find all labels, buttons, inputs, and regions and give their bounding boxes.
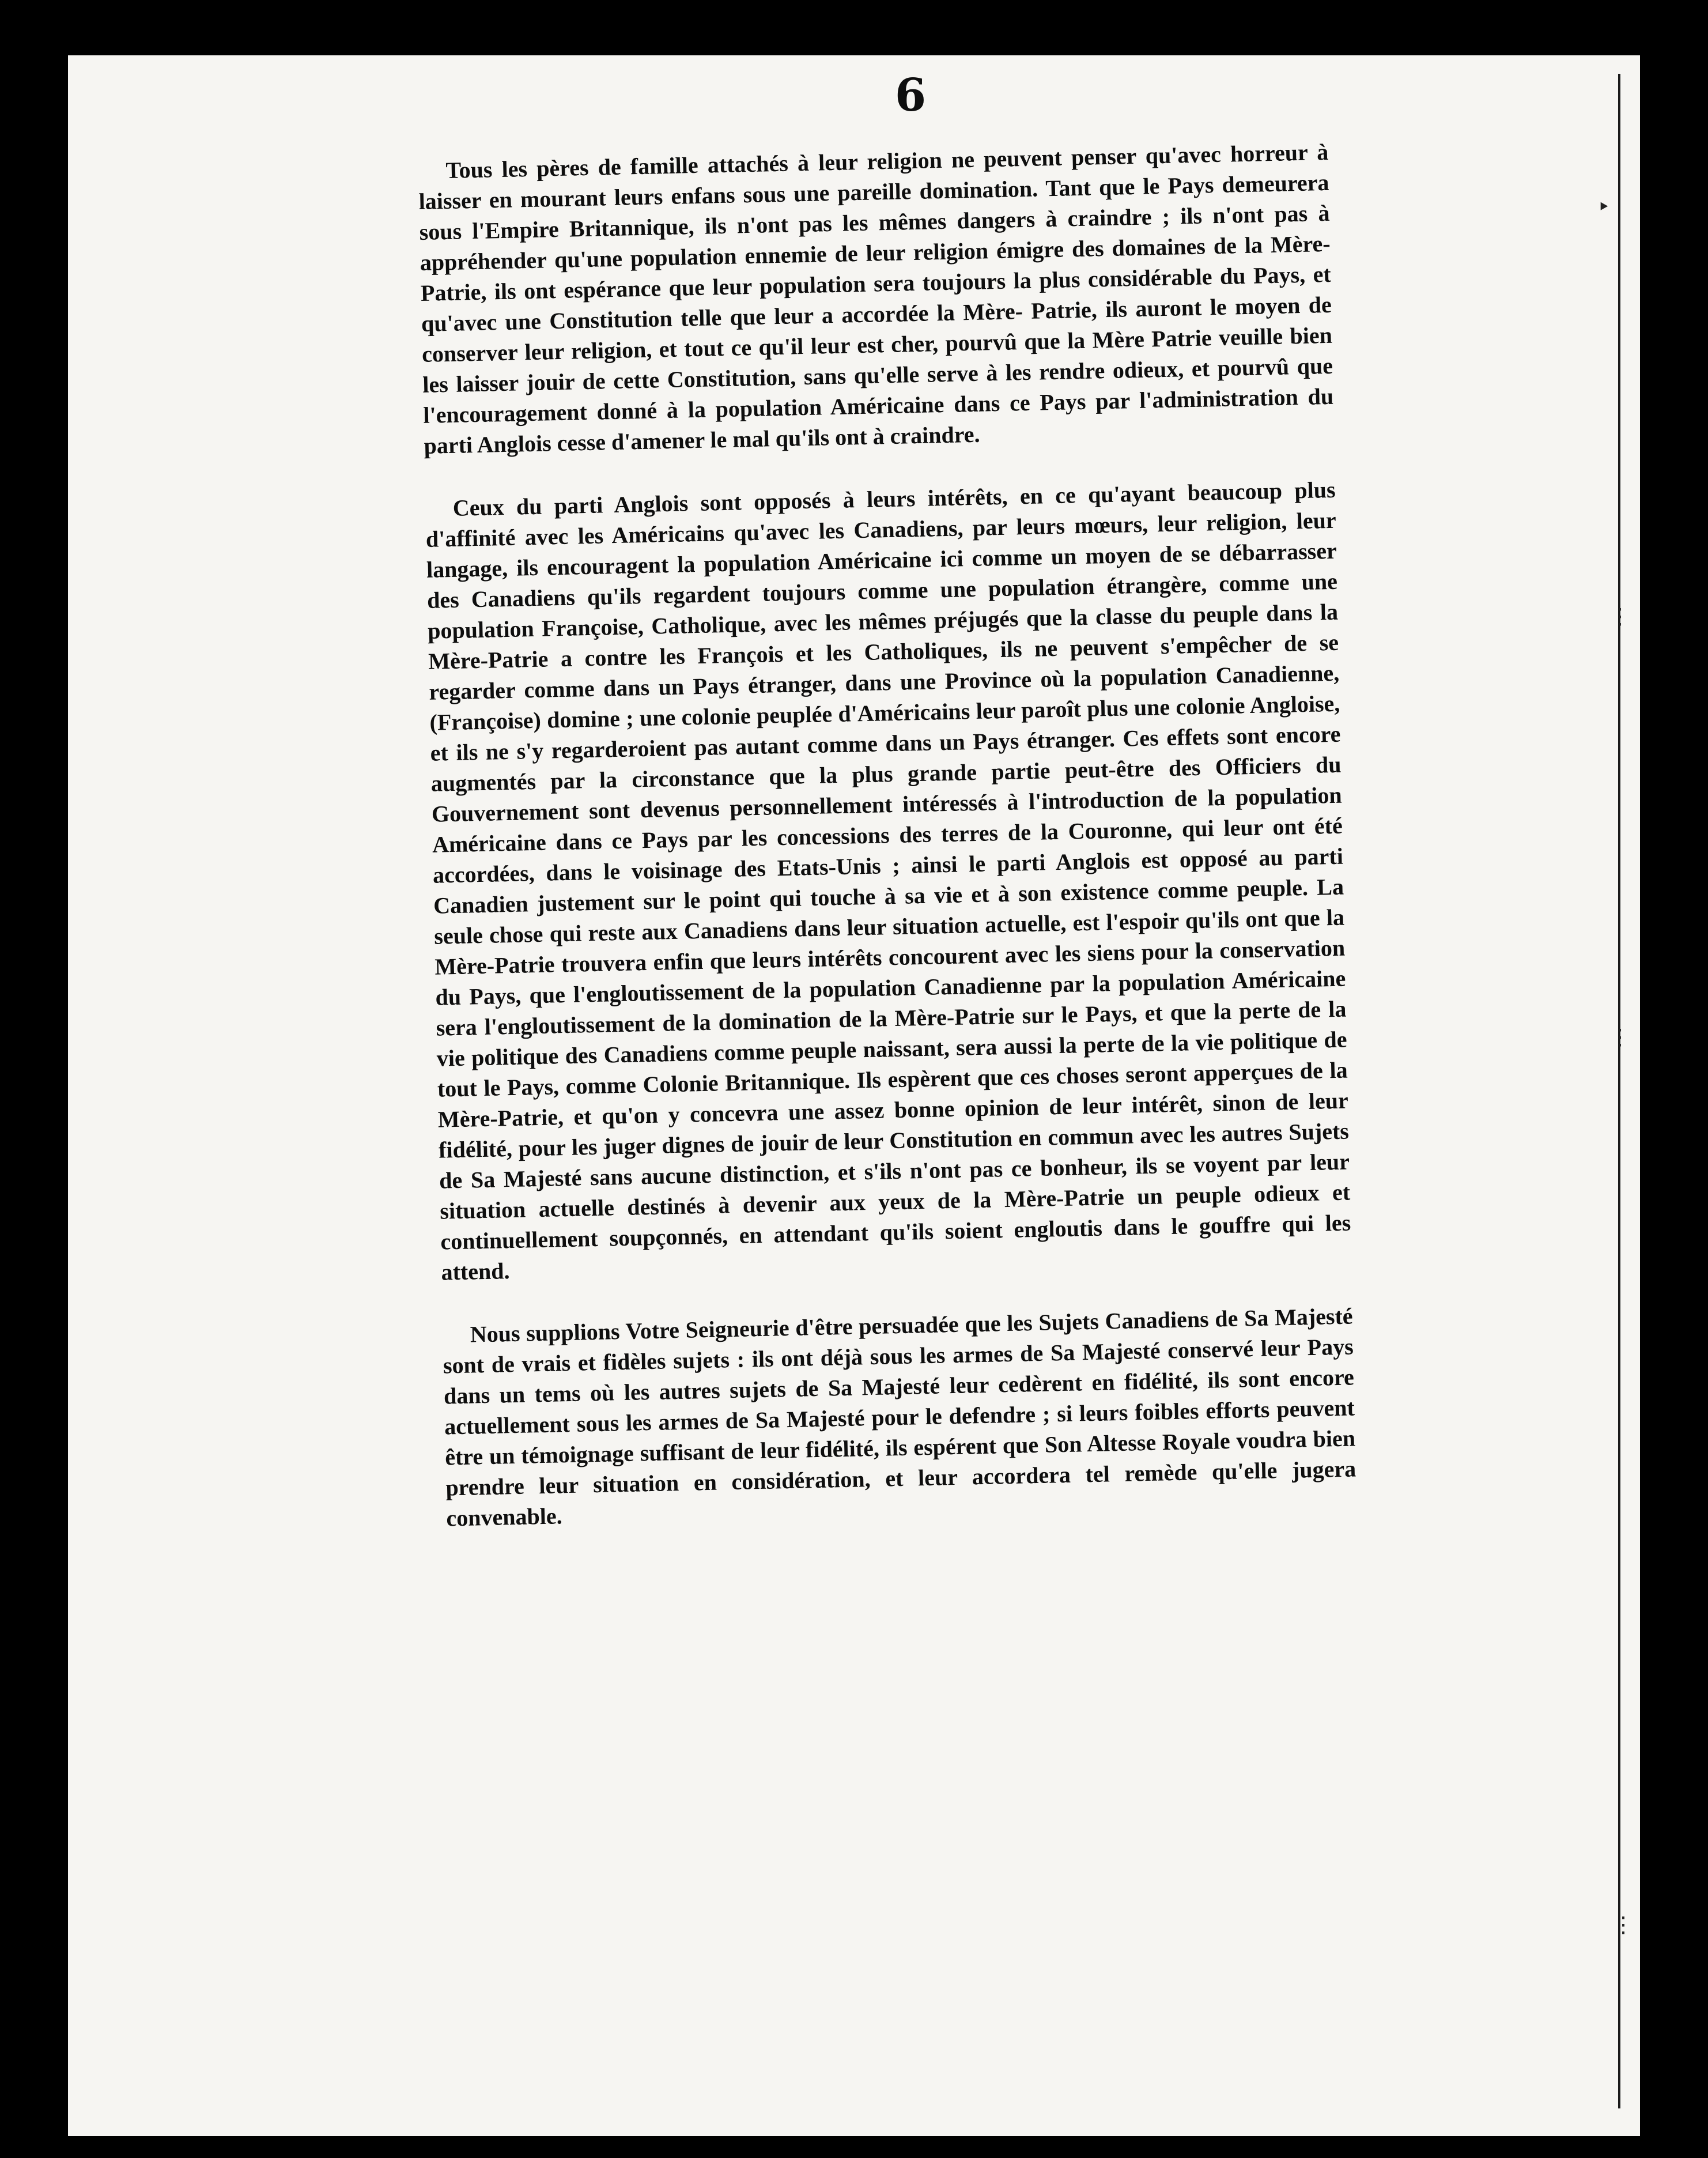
page-edge-line: [1618, 74, 1620, 2108]
paragraph-1: Tous les pères de famille attachés à leur religion ne peuvent penser qu'avec horreur à laisser en mourant leurs enfans sous une pareille domination. Tant que le Pays demeurera sous l'Empire Britannique, ils n'ont pas les mêmes dangers à craindre ; ils n'ont pas à appréhender qu'une population ennemie de leur religion émigre des domaines de la Mère- Patrie, ils ont espérance que leur population sera toujours la plus considérable du Pays, et qu'avec une Constitution telle que leur a accordée la Mère- Patrie, ils auront le moyen de conserver leur religion, et tout ce qu'il leur est cher, pourvû que la Mère Patrie veuille bien les laisser jouir de cette Constitution, sans qu'elle serve à les rendre odieux, et pourvû que l'encouragement donné à la population Américaine dans ce Pays par l'administration du parti Anglois cesse d'amener le mal qu'ils ont à craindre.: [418, 138, 1334, 459]
page-number: 6: [894, 69, 927, 122]
paragraph-3: Nous supplions Votre Seigneurie d'être persuadée que les Sujets Canadiens de Sa Majesté sont de vrais et fidèles sujets : ils ont déjà sous les armes de Sa Majesté conservé leur Pays dans un tems où les autres sujets de Sa Majesté leur cedèrent en fidélité, ils sont encore actuellement sous les armes de Sa Majesté pour le defendre ; si leurs foibles efforts peuvent être un témoignage suffisant de leur fidélité, ils espérent que Son Altesse Royale voudra bien prendre leur situation en considération, et leur accordera tel remède qu'elle jugera convenable.: [443, 1303, 1356, 1531]
body-text: [418, 137, 1357, 1534]
paragraph-2: Ceux du parti Anglois sont opposés à leurs intérêts, en ce qu'ayant beaucoup plus d'affinité avec les Américains qu'avec les Canadiens, par leurs mœurs, leur religion, leur langage, ils encouragent la population Américaine ici comme un moyen de se débarrasser des Canadiens qu'ils regardent toujours comme une population étrangère, comme une population Françoise, Catholique, avec les mêmes préjugés que la classe du peuple dans la Mère-Patrie a contre les François et les Catholiques, ils ne peuvent s'empêcher de se regarder comme dans un Pays étranger, dans une Province où la population Canadienne, (Françoise) domine ; une colonie peuplée d'Américains leur paroît plus une colonie Angloise, et ils ne s'y regarderoient pas autant comme dans un Pays étranger. Ces effets sont encore augmentés par la circonstance que la plus grande partie peut-être des Officiers du Gouvernement sont devenus personnellement intéressés à l'introduction de la population Américaine dans ce Pays par les concessions des terres de la Couronne, qui leur ont été accordées, dans le voisinage des Etats-Unis ; ainsi le parti Anglois est opposé au parti Canadien justement sur le point qui touche à sa vie et à son existence comme peuple. La seule chose qui reste aux Canadiens dans leur situation actuelle, est l'espoir qu'ils ont que la Mère-Patrie trouvera enfin que leurs intérêts concourent avec les siens pour la conservation du Pays, que l'engloutissement de la population Canadienne par la population Américaine sera l'engloutissement de la domination de la Mère-Patrie sur le Pays, et que la perte de la vie politique des Canadiens comme peuple naissant, sera aussi la perte de la vie politique de tout le Pays, comme Colonie Britannique. Ils espèrent que ces choses seront apperçues de la Mère-Patrie, et qu'on y concevra une assez bonne opinion de leur intérêt, sinon de leur fidélité, pour les juger dignes de jouir de leur Constitution en commun avec les autres Sujets de Sa Majesté sans aucune distinction, et s'ils n'ont pas ce bonheur, ils se voyent par leur situation actuelle destinés à devenir aux yeux de la Mère-Patrie un peuple odieux et continuellement soupçonnés, en attendant qu'ils soient engloutis dans le gouffre qui les attend.: [425, 476, 1351, 1285]
edge-mark: ⋮: [1612, 1912, 1634, 1937]
edge-mark: ⋮: [1609, 603, 1631, 629]
edge-mark: ‣: [1597, 194, 1611, 220]
edge-mark: ⋮: [1609, 1024, 1631, 1050]
